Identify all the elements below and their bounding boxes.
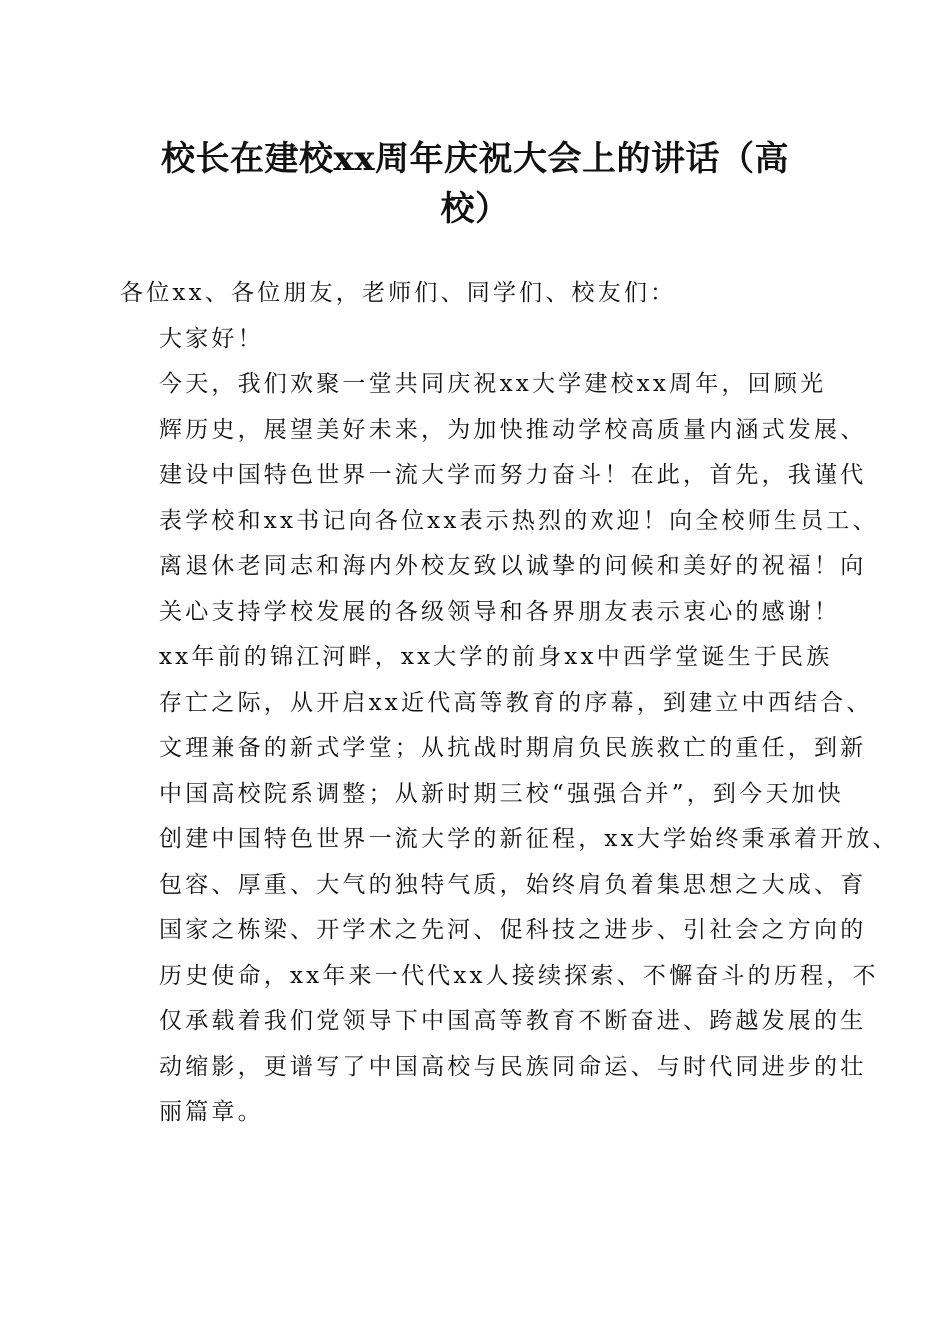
salutation	[120, 271, 826, 317]
greeting	[120, 317, 826, 363]
paragraph-2-line: 存亡之际，从开启xx近代高等教育的序幕，到建立中西结合、	[159, 689, 873, 716]
paragraph-1-line: 今天，我们欢聚一堂共同庆祝xx大学建校xx周年，回顾光	[159, 371, 827, 397]
paragraph-2	[120, 635, 899, 1136]
title-line-2: 校）	[440, 189, 510, 229]
paragraph-1	[120, 362, 879, 635]
paragraph-2-line: 文理兼备的新式学堂；从抗战时期肩负民族救亡的重任，到新	[159, 735, 867, 761]
paragraph-1-line: 关心支持学校发展的各级领导和各界朋友表示衷心的感谢！	[159, 598, 841, 625]
paragraph-2-line: 仅承载着我们党领导下中国高等教育不断奋进、跨越发展的生	[159, 1008, 867, 1034]
paragraph-2-line: 国家之栋梁、开学术之先河、促科技之进步、引社会之方向的	[159, 917, 867, 943]
paragraph-2-line: 创建中国特色世界一流大学的新征程，xx大学始终秉承着开放、	[159, 826, 899, 852]
greeting-text: 大家好！	[159, 325, 264, 352]
paragraph-1-line: 离退休老同志和海内外校友致以诚挚的问候和美好的祝福！向	[159, 553, 867, 579]
paragraph-2-line: xx年前的锦江河畔，xx大学的前身xx中西学堂诞生于民族	[159, 644, 833, 670]
paragraph-2-line: 中国高校院系调整；从新时期三校“强强合并”，到今天加快	[159, 780, 844, 807]
paragraph-1-line: 建设中国特色世界一流大学而努力奋斗！在此，首先，我谨代	[159, 462, 867, 488]
salutation-text: 各位xx、各位朋友，老师们、同学们、校友们：	[120, 280, 677, 306]
paragraph-2-line: 包容、厚重、大气的独特气质，始终肩负着集思想之大成、育	[159, 871, 867, 898]
paragraph-1-line: 辉历史，展望美好未来，为加快推动学校高质量内涵式发展、	[159, 416, 867, 443]
paragraph-2-line: 丽篇章。	[159, 1099, 264, 1125]
paragraph-2-line: 动缩影，更谱写了中国高校与民族同命运、与时代同进步的壮	[159, 1053, 867, 1080]
paragraph-2-line: 历史使命，xx年来一代代xx人接续探索、不懈奋斗的历程，不	[159, 962, 879, 989]
document-body	[120, 271, 899, 1136]
document-title	[130, 134, 820, 234]
title-line-1: 校长在建校xx周年庆祝大会上的讲话（高	[160, 139, 790, 179]
paragraph-1-line: 表学校和xx书记向各位xx表示热烈的欢迎！向全校师生员工、	[159, 507, 879, 534]
